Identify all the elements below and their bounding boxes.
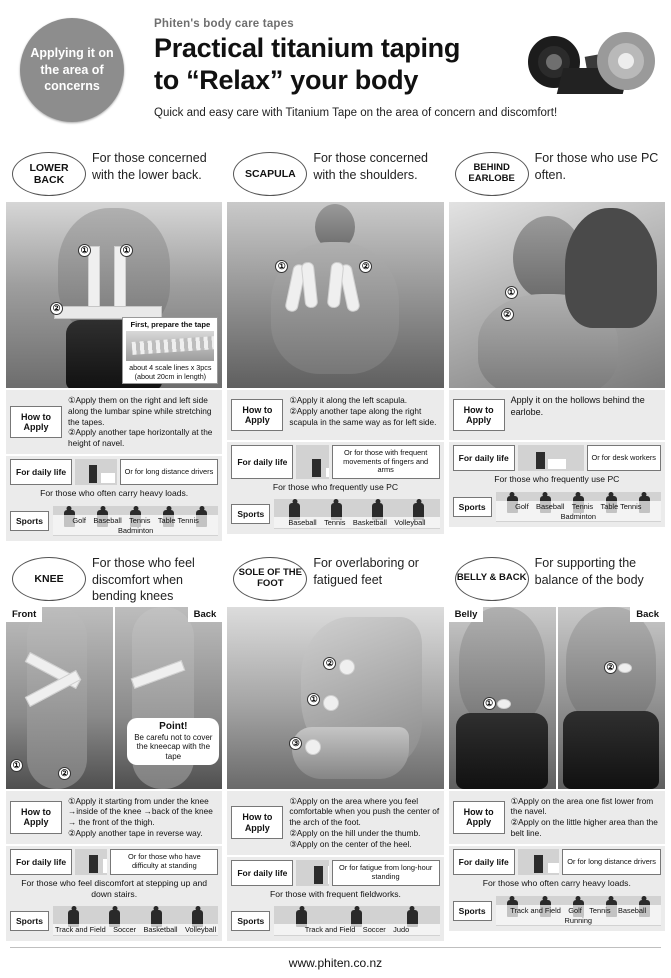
card-header	[449, 146, 665, 202]
daily-life-block	[227, 440, 443, 496]
daily-life-icon	[75, 459, 117, 485]
how-to-apply-block	[227, 789, 443, 855]
how-to-apply-steps	[287, 791, 443, 855]
card-title: For those concerned with the shoulders.	[313, 151, 428, 182]
card-title: For overlaboring or fatigued feet	[313, 555, 419, 587]
daily-life-caption: For those who feel discomfort at stepping up and down stairs.	[21, 877, 208, 899]
daily-life-block	[227, 855, 443, 904]
header	[0, 0, 671, 146]
photo-front	[6, 607, 113, 789]
step-1: ①Apply them on the right and left side along the lumbar spine while stretching the tapes.	[68, 395, 212, 427]
daily-life-block	[6, 844, 222, 903]
step-1: Apply it on the hollows behind the earlobe.	[510, 395, 645, 417]
point-title: Point!	[159, 720, 188, 732]
daily-life-note: Or for desk workers	[587, 445, 661, 471]
how-to-apply-label	[227, 390, 287, 440]
card-behind-earlobe	[449, 146, 665, 541]
card-oval-label: SCAPULA	[233, 152, 307, 196]
marker-1: ①	[307, 693, 320, 706]
page-title-line1: Practical titanium taping	[154, 33, 461, 63]
badge-applying-area: Applying it on the area of concerns	[20, 18, 124, 122]
header-subtitle: Quick and easy care with Titanium Tape on the area of concern and discomfort!	[154, 106, 558, 119]
card-photo	[449, 202, 665, 388]
tape-roll-icon	[516, 22, 661, 100]
daily-life-caption: For those who often carry heavy loads.	[482, 877, 631, 888]
daily-life-note: Or for those who have difficulty at standing	[110, 849, 218, 875]
tape-foot-1	[339, 659, 355, 675]
how-to-apply-steps	[66, 390, 222, 454]
tape-foot-3	[305, 739, 321, 755]
daily-life-icon	[518, 849, 560, 875]
marker-1: ①	[483, 697, 496, 710]
card-header	[449, 551, 665, 607]
tape-belly	[497, 699, 511, 709]
how-to-apply-label	[227, 791, 287, 855]
how-to-apply-text: How to Apply	[231, 399, 283, 432]
inset-photo	[126, 331, 214, 361]
tag-back: Back	[630, 607, 665, 622]
card-belly-and-back	[449, 551, 665, 942]
step-1: ①Apply on the area one fist lower from the navel.	[510, 795, 654, 817]
card-header	[227, 146, 443, 202]
card-oval-label: SOLE OF THE FOOT	[233, 557, 307, 601]
sports-pill: Sports	[453, 497, 492, 517]
card-oval-label: KNEE	[12, 557, 86, 601]
daily-life-block	[449, 844, 665, 893]
sports-icons	[53, 906, 218, 936]
card-header	[6, 146, 222, 202]
how-to-apply-steps	[509, 791, 665, 844]
photo-belly	[449, 607, 556, 789]
card-title: For those concerned with the lower back.	[92, 151, 207, 182]
marker-1: ①	[10, 759, 23, 772]
sports-names: Golf Baseball Tennis Table Tennis Badminton	[496, 501, 661, 521]
how-to-apply-block	[6, 789, 222, 844]
daily-life-block	[449, 440, 665, 489]
photo-shorts-front	[456, 713, 548, 789]
step-1: ①Apply it along the left scapula.	[289, 395, 407, 405]
how-to-apply-steps	[66, 791, 222, 844]
how-to-apply-text: How to Apply	[10, 801, 62, 834]
daily-life-row	[453, 849, 661, 875]
sports-names: Golf Baseball Tennis Table Tennis Badminton	[53, 515, 218, 535]
card-photo	[6, 202, 222, 388]
tag-back: Back	[188, 607, 223, 622]
daily-life-row	[453, 445, 661, 471]
daily-life-row	[10, 849, 218, 875]
inset-title: First, prepare the tape	[130, 320, 211, 329]
sports-names: Baseball Tennis Basketball Volleyball	[274, 517, 439, 528]
sports-icons	[274, 906, 439, 936]
how-to-apply-text: How to Apply	[453, 399, 505, 432]
tag-front: Front	[6, 607, 42, 622]
how-to-apply-label	[449, 791, 509, 844]
card-photo	[227, 202, 443, 388]
marker-2: ②	[359, 260, 372, 273]
sports-pill: Sports	[10, 511, 49, 531]
cards-grid	[0, 146, 671, 941]
card-oval-label: BELLY & BACK	[455, 557, 529, 601]
daily-life-pill: For daily life	[453, 445, 515, 471]
how-to-apply-block	[449, 388, 665, 440]
point-text: Be carefu not to cover the kneecap with the tape	[134, 732, 213, 762]
sports-block	[449, 489, 665, 527]
daily-life-row	[231, 860, 439, 886]
tape-vertical-left	[88, 246, 100, 308]
how-to-apply-steps	[287, 390, 443, 440]
how-to-apply-label	[6, 390, 66, 454]
daily-life-icon	[296, 445, 328, 479]
sports-pill: Sports	[231, 911, 270, 931]
daily-life-pill: For daily life	[10, 459, 72, 485]
footer-url[interactable]: www.phiten.co.nz	[288, 956, 383, 971]
card-title: For supporting the balance of the body	[534, 555, 644, 587]
daily-life-caption: For those who frequently use PC	[272, 481, 399, 492]
marker-2: ②	[50, 302, 63, 315]
sports-pill: Sports	[453, 901, 492, 921]
daily-life-note: Or for long distance drivers	[120, 459, 219, 485]
card-title: For those who use PC often.	[534, 151, 659, 182]
footer-divider	[10, 947, 661, 948]
how-to-apply-block	[227, 388, 443, 440]
card-row-bottom	[6, 551, 665, 942]
step-2: ②Apply another tape in reverse way.	[68, 827, 203, 838]
sports-icons	[53, 506, 218, 536]
marker-3: ③	[289, 737, 302, 750]
photo-back	[556, 607, 665, 789]
card-lower-back	[6, 146, 222, 541]
daily-life-icon	[518, 445, 584, 471]
tape-back	[618, 663, 632, 673]
tape-roll-grey	[597, 32, 655, 90]
daily-life-pill: For daily life	[231, 860, 293, 886]
how-to-apply-text: How to Apply	[231, 806, 283, 839]
how-to-apply-text: How to Apply	[453, 801, 505, 834]
inset-caption-1: about 4 scale lines x 3pcs	[129, 363, 212, 372]
card-oval-label: BEHIND EARLOBE	[455, 152, 529, 196]
photo-shorts-back	[563, 711, 659, 789]
sports-block	[227, 903, 443, 941]
sports-block	[6, 903, 222, 941]
daily-life-pill: For daily life	[231, 445, 293, 479]
daily-life-icon	[296, 860, 328, 886]
marker-1-right: ①	[120, 244, 133, 257]
how-to-apply-label	[6, 791, 66, 844]
card-photo	[227, 607, 443, 789]
tag-belly: Belly	[449, 607, 484, 622]
inset-caption-2: (about 20cm in length)	[134, 372, 207, 381]
daily-life-note: Or for fatigue from long-hour standing	[332, 860, 440, 886]
sports-block	[227, 496, 443, 534]
daily-life-caption: For those with frequent fieldworks.	[270, 888, 401, 899]
daily-life-note: Or for those with frequent movements of fingers and arms	[332, 445, 440, 479]
sports-names: Track and Field Soccer Judo	[274, 924, 439, 935]
prepare-tape-inset	[122, 317, 218, 384]
card-title: For those who feel discomfort when bending knees	[92, 555, 195, 604]
sports-icons	[274, 499, 439, 529]
sports-block	[6, 503, 222, 541]
header-kicker: Phiten's body care tapes	[154, 18, 294, 30]
step-2: ②Apply on the little higher area than the belt line.	[510, 817, 658, 838]
sports-block	[449, 893, 665, 931]
card-knee	[6, 551, 222, 942]
step-2: ②Apply another tape along the right scapula in the same way as for left side.	[289, 405, 437, 427]
card-photo	[449, 607, 665, 789]
marker-2: ②	[501, 308, 514, 321]
sports-icons	[496, 896, 661, 926]
daily-life-pill: For daily life	[453, 849, 515, 875]
how-to-apply-block	[6, 388, 222, 454]
sports-names: Track and Field Golf Tennis Baseball Running	[496, 905, 661, 925]
daily-life-caption: For those who frequently use PC	[494, 474, 620, 484]
how-to-apply-label	[449, 390, 509, 440]
card-scapula	[227, 146, 443, 541]
how-to-apply-steps	[509, 390, 665, 440]
card-row-top	[6, 146, 665, 541]
sports-pill: Sports	[10, 911, 49, 931]
how-to-apply-text: How to Apply	[10, 406, 62, 439]
daily-life-icon	[75, 849, 107, 875]
card-oval-label: LOWER BACK	[12, 152, 86, 196]
marker-2: ②	[604, 661, 617, 674]
marker-1: ①	[275, 260, 288, 273]
marker-1-left: ①	[78, 244, 91, 257]
card-photo	[6, 607, 222, 789]
daily-life-caption: For those who often carry heavy loads.	[40, 487, 189, 498]
step-1: ①Apply it starting from under the knee →inside of the knee →back of the knee → the front of the thigh.	[68, 795, 213, 828]
sports-pill: Sports	[231, 504, 270, 524]
card-header	[6, 551, 222, 607]
page-title-line2: to “Relax” your body	[154, 64, 419, 95]
daily-life-row	[10, 459, 218, 485]
tape-foot-2	[323, 695, 339, 711]
daily-life-pill: For daily life	[10, 849, 72, 875]
point-callout	[127, 718, 219, 765]
step-3: ③Apply on the center of the heel.	[289, 838, 412, 849]
step-2: ②Apply another tape horizontally at the height of navel.	[68, 427, 213, 449]
marker-1: ①	[505, 286, 518, 299]
sports-names: Track and Field Soccer Basketball Volleyball	[53, 924, 218, 935]
marker-2: ②	[323, 657, 336, 670]
photo-back	[113, 607, 222, 789]
step-1: ①Apply on the area where you feel comfortable when you push the center of the arch of the foot.	[289, 795, 440, 828]
step-2: ②Apply on the hill under the thumb.	[289, 827, 421, 838]
marker-2: ②	[58, 767, 71, 780]
sports-icons	[496, 492, 661, 522]
card-header	[227, 551, 443, 607]
daily-life-row	[231, 445, 439, 479]
how-to-apply-block	[449, 789, 665, 844]
daily-life-block	[6, 454, 222, 503]
daily-life-note: Or for long distance drivers	[562, 849, 661, 875]
card-sole-of-foot	[227, 551, 443, 942]
